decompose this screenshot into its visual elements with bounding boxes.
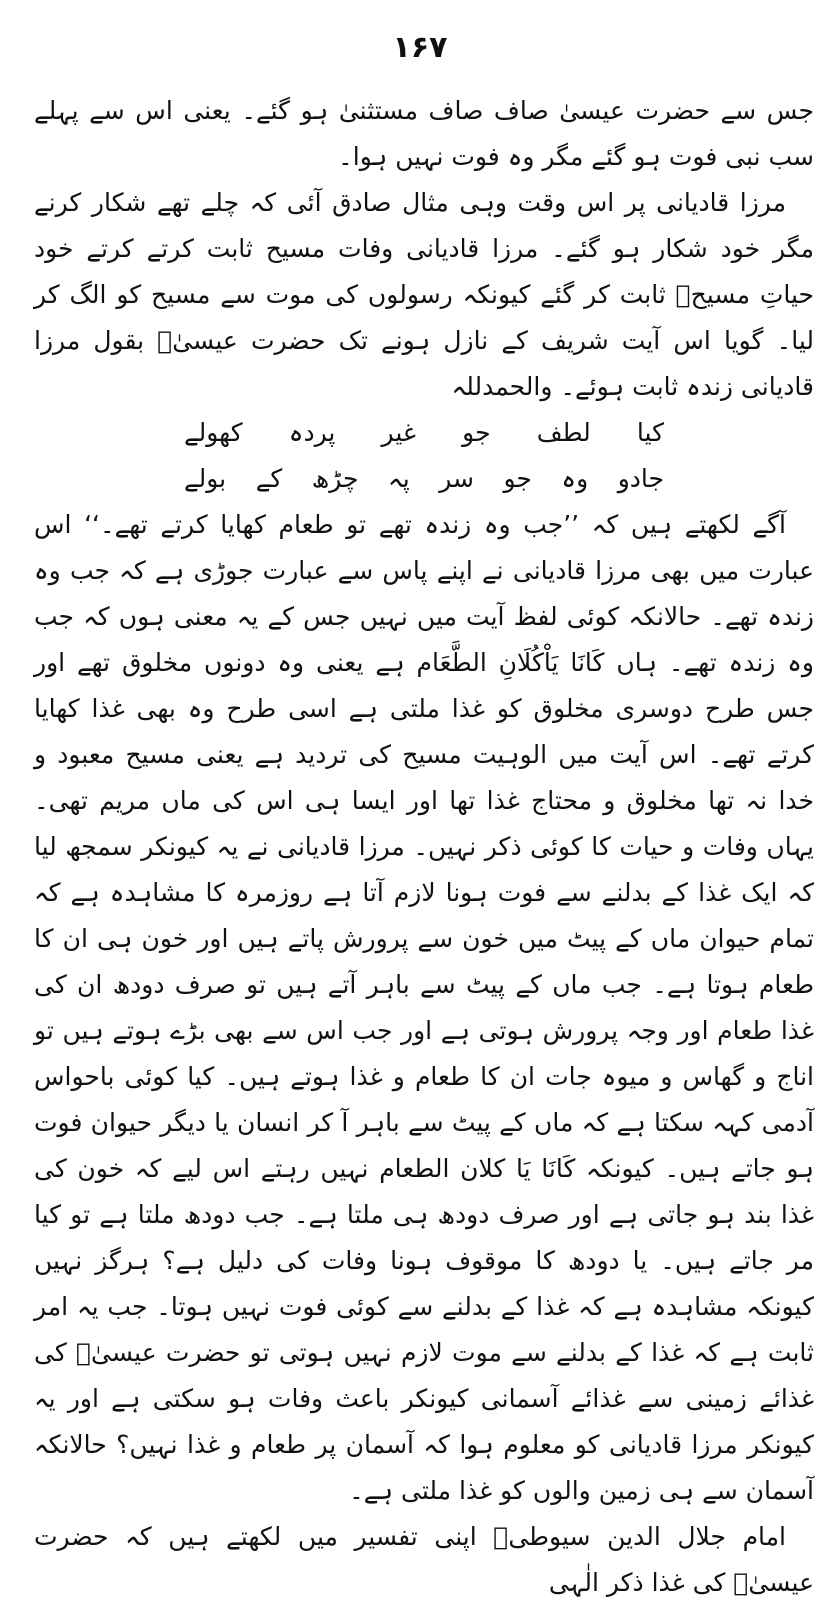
paragraph-4: امام جلال الدین سیوطیؒ اپنی تفسیر میں لکھتے ہیں کہ حضرت عیسیٰؑ کی غذا ذکر الٰہی <box>34 1522 814 1597</box>
verse-line-2: جادو وہ جو سر پہ چڑھ کے بولے <box>184 464 664 493</box>
body-text <box>34 88 814 1606</box>
paragraph-1: جس سے حضرت عیسیٰ صاف صاف مستثنیٰ ہو گئے۔ یعنی اس سے پہلے سب نبی فوت ہو گئے مگر وہ فوت نہیں ہوا۔ <box>34 96 814 171</box>
paragraph-3: آگے لکھتے ہیں کہ ’’جب وہ زندہ تھے تو طعام کھایا کرتے تھے۔‘‘ اس عبارت میں بھی مرزا قادیانی نے اپنے پاس سے عبارت جوڑی ہے کہ جب وہ زندہ تھے۔ حالانکہ کوئی لفظ آیت میں نہیں جس کے یہ معنی ہوں کہ جب وہ زندہ تھے۔ ہاں کَانَا یَاْکُلَانِ الطَّعَام ہے یعنی وہ دونوں مخلوق تھے اور جس طرح دوسری مخلوق کو غذا ملتی ہے اسی طرح وہ بھی غذا کھایا کرتے تھے۔ اس آیت میں الوہیت مسیح کی تردید ہے یعنی مسیح معبود و خدا نہ تھا مخلوق و محتاج غذا تھا اور ایسا ہی اس کی ماں مریم تھی۔ یہاں وفات و حیات کا کوئی ذکر نہیں۔ مرزا قادیانی نے یہ کیونکر سمجھ لیا کہ ایک غذا کے بدلنے سے فوت ہونا لازم آتا ہے روزمرہ کا مشاہدہ ہے کہ تمام حیوان ماں کے پیٹ میں خون سے پرورش پاتے ہیں اور خون ہی ان کا طعام ہوتا ہے۔ جب ماں کے پیٹ سے باہر آتے ہیں تو صرف دودھ ان کی غذا طعام اور وجہ پرورش ہوتی ہے اور جب اس سے بھی بڑے ہوتے ہیں تو اناج و گھاس و میوہ جات ان کا طعام و غذا ہوتے ہیں۔ کیا کوئی باحواس آدمی کہہ سکتا ہے کہ ماں کے پیٹ سے باہر آ کر انسان یا دیگر حیوان فوت ہو جاتے ہیں۔ کیونکہ کَانَا یَا کلان الطعام نہیں رہتے اس لیے کہ خون کی غذا بند ہو جاتی ہے اور صرف دودھ ہی ملتا ہے۔ جب دودھ ملتا ہے تو کیا مر جاتے ہیں۔ یا دودھ کا موقوف ہونا وفات کی دلیل ہے؟ ہرگز نہیں کیونکہ مشاہدہ ہے کہ غذا کے بدلنے سے کوئی فوت نہیں ہوتا۔ جب یہ امر ثابت ہے کہ غذا کے بدلنے سے موت لازم نہیں ہوتی تو حضرت عیسیٰؑ کی غذائے زمینی سے غذائے آسمانی کیونکر باعث وفات ہو سکتی ہے اور یہ کیونکر مرزا قادیانی کو معلوم ہوا کہ آسمان پر طعام و غذا نہیں؟ حالانکہ آسمان سے ہی زمین والوں کو غذا ملتی ہے۔ <box>34 510 814 1505</box>
paragraph-2: مرزا قادیانی پر اس وقت وہی مثال صادق آئی کہ چلے تھے شکار کرنے مگر خود شکار ہو گئے۔ مرزا قادیانی وفات مسیح ثابت کرتے کرتے خود حیاتِ مسیحؑ ثابت کر گئے کیونکہ رسولوں کی موت سے مسیح کو الگ کر لیا۔ گویا اس آیت شریف کے نازل ہونے تک حضرت عیسیٰؑ بقول مرزا قادیانی زندہ ثابت ہوئے۔ والحمدللہ <box>34 188 814 401</box>
page-number: ۱۶۷ <box>392 30 448 65</box>
verse-line-1: کیا لطف جو غیر پردہ کھولے <box>184 418 664 447</box>
